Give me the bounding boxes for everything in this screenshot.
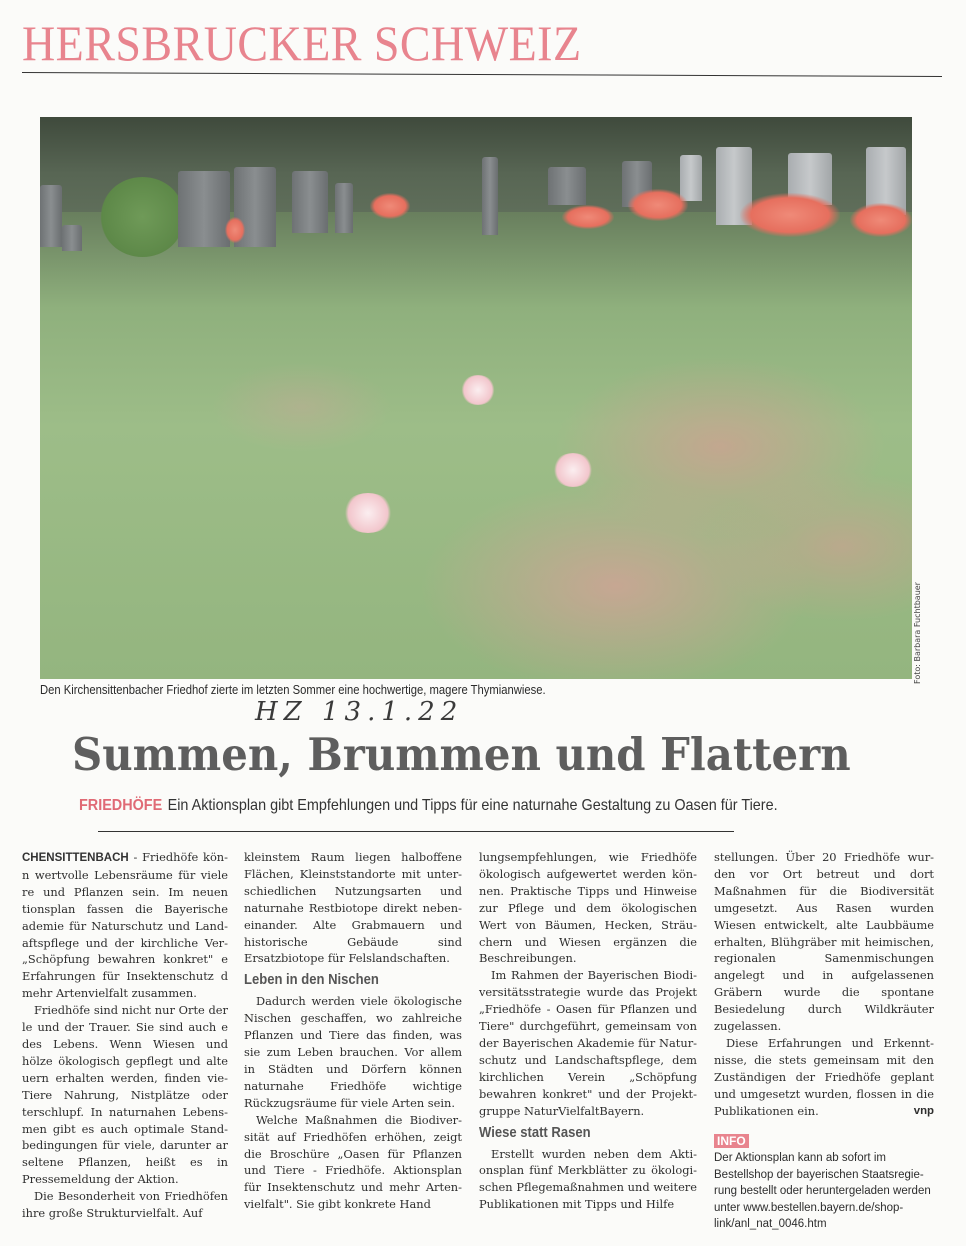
- meadow-flower: [460, 375, 496, 405]
- subheadline-text: Ein Aktionsplan gibt Empfehlungen und Tipps für eine naturnahe Gestaltung zu Oasen für Tiere.: [167, 797, 778, 814]
- section-subhead: Wiese statt Rasen: [479, 1124, 591, 1141]
- gravestone: [62, 225, 82, 251]
- meadow-flower: [342, 493, 394, 533]
- meadow-flower: [552, 453, 594, 487]
- gravestone: [335, 183, 353, 233]
- flower-bed: [628, 189, 688, 221]
- gravestone: [292, 171, 328, 233]
- article-headline: Summen, Brummen und Flattern: [72, 728, 851, 781]
- body-paragraph: Die Besonderheit von Friedhöfen ihre große Strukturvielfalt. Auf: [22, 1189, 228, 1221]
- body-paragraph: CHENSITTENBACH - Friedhöfe könn wertvolle Lebensräume für viele re und Pflanzen sein. Im neuen tionsplan fassen die Bayerische ademie für Naturschutz und Landaftspflege und der kirchliche Ver „Schöpfung bewahren konkret" e Erfahrungen für Insektenschutz d mehr Artenvielfalt zusammen.: [22, 850, 228, 1001]
- handwritten-date-note: HZ 13.1.22: [255, 697, 464, 727]
- masthead-title: HERSBRUCKER SCHWEIZ: [22, 15, 582, 71]
- gravestone: [482, 157, 498, 235]
- flower-bed: [562, 205, 614, 229]
- info-box: [714, 1134, 934, 1233]
- dateline: CHENSITTENBACH: [22, 852, 129, 864]
- section-subhead: Leben in den Nischen: [244, 972, 379, 989]
- article-photo: [40, 117, 912, 679]
- article-subheadline: [79, 797, 778, 815]
- body-paragraph: Im Rahmen der Bayerischen Biodiversitätsstrategie wurde das Projekt „Friedhöfe - Oasen für Pflanzen und Tiere" durchgeführt, gemeinsam von der Bayerischen Akademie für Naturschutz und Landschaftspflege, dem kirchlichen Verein „Schöpfung bewahren konkret" und der Projektgruppe NaturVielfaltBayern.: [479, 968, 697, 1118]
- info-text: Der Aktionsplan kann ab sofort im Bestellshop der bayerischen Staatsregierung bestellt oder heruntergeladen werden unter www.bestellen.bayern.de/shoplink/anl_nat_0046.htm: [714, 1152, 931, 1230]
- flower-bed: [225, 217, 245, 243]
- gravestone: [548, 167, 586, 205]
- article-column-4: [714, 849, 934, 1233]
- gravestone: [40, 185, 62, 247]
- topic-kicker: FRIEDHÖFE: [79, 797, 163, 814]
- photo-caption: Den Kirchensittenbacher Friedhof zierte im letzten Sommer eine hochwertige, magere Thymianwiese.: [40, 683, 546, 697]
- photo-bush: [100, 177, 185, 257]
- body-paragraph: stellungen. Über 20 Friedhöfe wurden vor Ort betreut und dort Maßnahmen für die Biodiversität umgesetzt. Aus Rasen wurden Wiesen entwickelt, alte Laubbäume erhalten, Blühgräber mit heimischen, regionalen Samenmischungen angelegt und in aufgelassenen Gräbern wurde die spontane Besiedelung durch Wildkräuter zugelassen.: [714, 850, 934, 1034]
- masthead-divider: [22, 72, 942, 77]
- flower-bed: [850, 203, 912, 237]
- body-paragraph: Friedhöfe sind nicht nur Orte der le und der Trauer. Sie sind auch e des Lebens. Wenn Wiesen und hölze ökologisch gepflegt und alte uern erhalten werden, finden vie Tiere Nahrung, Nistplätze oder terschlupf. In naturnahen Lebensmen gibt es auch optimale Standbedingungen für viele, darunter ar seltene Pflanzen, heißt es in Pressemeldung der Aktion.: [22, 1003, 228, 1187]
- body-paragraph: lungsempfehlungen, wie Friedhöfe ökologisch aufgewertet werden können. Praktische Tipps und Hinweise zur Pflege und dem ökologischen Wert von Bäumen, Hecken, Sträuchern und Wiesen ergänzen die Beschreibungen.: [479, 850, 697, 966]
- gravestone: [178, 171, 230, 247]
- article-column-1: [22, 849, 228, 1222]
- body-paragraph: Dadurch werden viele ökologische Nischen geschaffen, wo zahlreiche Pflanzen und Tiere das finden, was sie zum Leben brauchen. Vor allem in Städten und Dörfern können naturnahe Friedhöfe wichtige Rückzugsräume für viele Arten sein.: [244, 994, 462, 1110]
- photo-credit: Foto: Barbara Fuchtbauer: [913, 582, 922, 684]
- body-paragraph: kleinstem Raum liegen halboffene Flächen, Kleinststandorte mit unterschiedlichen Nutzungsarten und naturnahe Restbiotope direkt nebeneinander. Alte Grabmauern und historische Gebäude sind Ersatzbiotope für Felslandschaften.: [244, 850, 462, 966]
- flower-bed: [740, 193, 840, 237]
- article-column-3: [479, 849, 697, 1213]
- body-paragraph: Diese Erfahrungen und Erkenntnisse, die stets gemeinsam mit den Zuständigen der Friedhöfe geplant und umgesetzt wurden, flossen in die Publikationen ein. vnp: [714, 1035, 934, 1118]
- article-column-2: [244, 849, 462, 1213]
- flower-bed: [370, 193, 410, 219]
- body-paragraph: Welche Maßnahmen die Biodiversität auf Friedhöfen erhöhen, zeigt die Broschüre „Oasen für Pflanzen und Tiere - Friedhöfe. Aktionsplan für Insektenschutz und mehr Artenvielfalt". Sie gibt konkrete Hand: [244, 1112, 462, 1212]
- author-signature: vnp: [913, 1104, 934, 1117]
- info-badge: INFO: [714, 1134, 749, 1148]
- subheadline-divider: [98, 831, 734, 832]
- body-paragraph: Erstellt wurden neben dem Aktionsplan fünf Merkblätter zu ökologischen Pflegemaßnahmen und weitere Publikationen mit Tipps und Hilfe: [479, 1146, 697, 1212]
